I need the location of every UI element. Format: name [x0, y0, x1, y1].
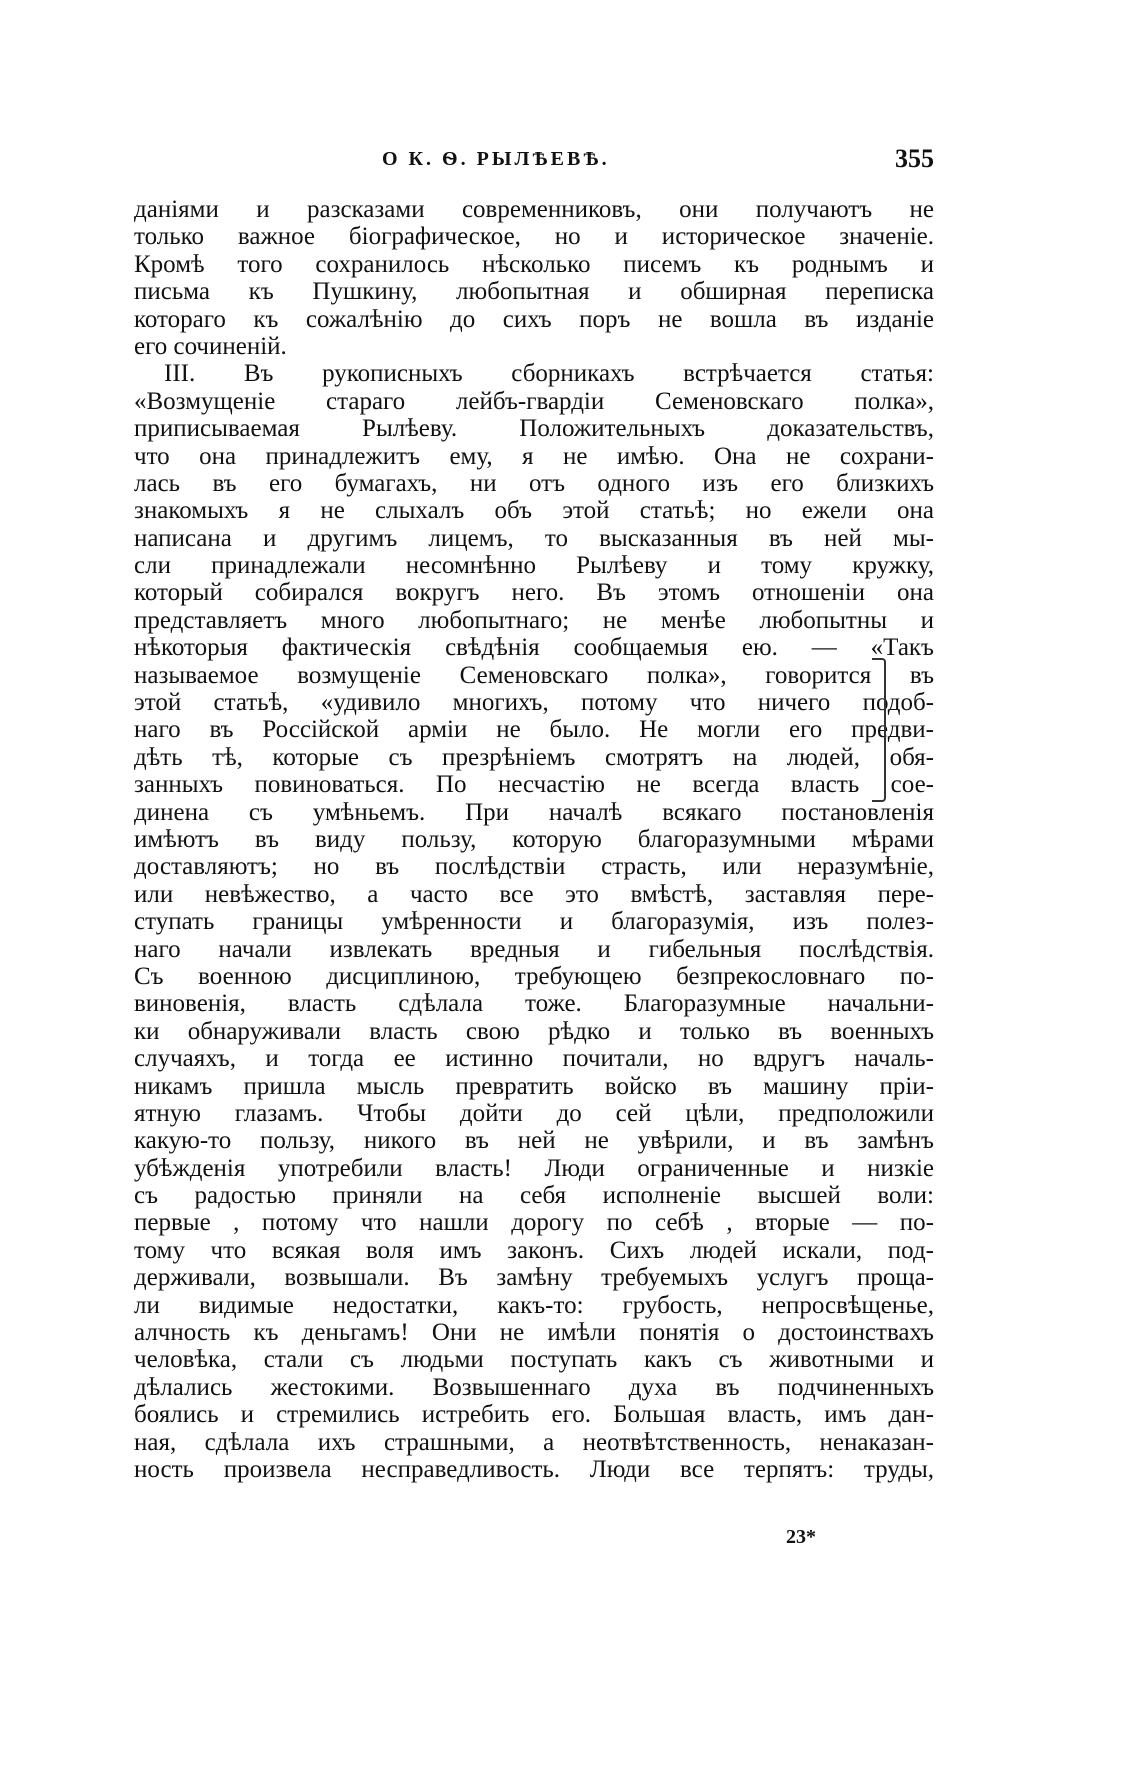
- text-line: называемое возмущеніе Семеновскаго полка», говорится въ: [134, 661, 934, 689]
- text-line: тому что всякая воля имъ законъ. Сихъ людей искали, под-: [134, 1236, 934, 1264]
- text-line: держивали, возвышали. Въ замѣну требуемыхъ услугъ проща-: [134, 1264, 934, 1292]
- page-number: 355: [895, 144, 934, 173]
- signature-mark: 23*: [786, 1526, 816, 1548]
- text-line: приписываемая Рылѣеву. Положительныхъ доказательствъ,: [134, 415, 934, 443]
- text-line: написана и другимъ лицемъ, то высказанныя въ ней мы-: [134, 524, 934, 552]
- text-line: Съ военною дисциплиною, требующею безпрекословнаго по-: [134, 962, 934, 990]
- text-line: что она принадлежитъ ему, я не имѣю. Она не сохрани-: [134, 442, 934, 470]
- text-line: представляетъ много любопытнаго; не менѣе любопытны и: [134, 606, 934, 634]
- text-line: доставляютъ; но въ послѣдствіи страсть, или неразумѣніе,: [134, 853, 934, 881]
- text-line: дѣлались жестокими. Возвышеннаго духа въ подчиненныхъ: [134, 1373, 934, 1401]
- running-header: [134, 144, 934, 178]
- running-title: О К. Ѳ. РЫЛѢЕВѢ.: [382, 148, 610, 170]
- text-line: лась въ его бумагахъ, ни отъ одного изъ его близкихъ: [134, 469, 934, 497]
- text-line: ки обнаруживали власть свою рѣдко и только въ военныхъ: [134, 1017, 934, 1045]
- text-line: сли принадлежали несомнѣнно Рылѣеву и тому кружку,: [134, 552, 934, 580]
- text-line: или невѣжество, а часто все это вмѣстѣ, заставляя пере-: [134, 880, 934, 908]
- body-text: [134, 196, 934, 1483]
- margin-bracket: [872, 658, 886, 802]
- text-line: первые , потому что нашли дорогу по себѣ , вторые — по-: [134, 1209, 934, 1237]
- text-line: алчность къ деньгамъ! Они не имѣли понятія о достоинствахъ: [134, 1319, 934, 1347]
- text-line: боялись и стремились истребить его. Большая власть, имъ дан-: [134, 1401, 934, 1429]
- text-line: его сочиненій.: [134, 332, 287, 360]
- text-line: этой статьѣ, «удивило многихъ, потому что ничего подоб-: [134, 689, 934, 717]
- text-line: знакомыхъ я не слыхалъ объ этой статьѣ; но ежели она: [134, 497, 934, 525]
- text-line: ли видимые недостатки, какъ-то: грубость, непросвѣщенье,: [134, 1291, 934, 1319]
- text-line: убѣжденія употребили власть! Люди ограниченные и низкіе: [134, 1154, 934, 1182]
- text-line: III. Въ рукописныхъ сборникахъ встрѣчается статья:: [164, 360, 934, 388]
- text-line: дѣть тѣ, которые съ презрѣніемъ смотрятъ на людей, обя-: [134, 743, 934, 771]
- text-line: Кромѣ того сохранилось нѣсколько писемъ къ роднымъ и: [134, 250, 934, 278]
- text-line: ятную глазамъ. Чтобы дойти до сей цѣли, предположили: [134, 1099, 934, 1127]
- text-line: имѣютъ въ виду пользу, которую благоразумными мѣрами: [134, 825, 934, 853]
- text-line: ная, сдѣлала ихъ страшными, а неотвѣтственность, ненаказан-: [134, 1428, 934, 1456]
- text-line: ность произвела несправедливость. Люди все терпятъ: труды,: [134, 1455, 934, 1483]
- text-line: наго начали извлекать вредныя и гибельныя послѣдствія.: [134, 935, 934, 963]
- text-line: динена съ умѣньемъ. При началѣ всякаго постановленія: [134, 798, 934, 826]
- text-line: даніями и разсказами современниковъ, они получаютъ не: [134, 196, 934, 223]
- text-line: только важное біографическое, но и историческое значеніе.: [134, 223, 934, 251]
- text-line: нѣкоторыя фактическія свѣдѣнія сообщаемыя ею. — «Такъ: [134, 634, 934, 662]
- text-line: «Возмущеніе стараго лейбъ-гвардіи Семеновскаго полка»,: [134, 387, 934, 415]
- text-line: который собирался вокругъ него. Въ этомъ отношеніи она: [134, 579, 934, 607]
- text-line: наго въ Россійской арміи не было. Не могли его предви-: [134, 716, 934, 744]
- text-line: человѣка, стали съ людьми поступать какъ съ животными и: [134, 1346, 934, 1374]
- text-line: занныхъ повиноваться. По несчастію не всегда власть сое-: [134, 771, 934, 799]
- text-line: случаяхъ, и тогда ее истинно почитали, но вдругъ началь-: [134, 1045, 934, 1073]
- text-line: виновенія, власть сдѣлала тоже. Благоразумные начальни-: [134, 990, 934, 1018]
- text-line: письма къ Пушкину, любопытная и обширная переписка: [134, 278, 934, 306]
- text-line: никамъ пришла мысль превратить войско въ машину пріи-: [134, 1072, 934, 1100]
- text-line: съ радостью приняли на себя исполненіе высшей воли:: [134, 1182, 934, 1210]
- text-line: котораго къ сожалѣнію до сихъ поръ не вошла въ изданіе: [134, 305, 934, 333]
- text-line: какую-то пользу, никого въ ней не увѣрили, и въ замѣнъ: [134, 1127, 934, 1155]
- text-line: ступать границы умѣренности и благоразумія, изъ полез-: [134, 908, 934, 936]
